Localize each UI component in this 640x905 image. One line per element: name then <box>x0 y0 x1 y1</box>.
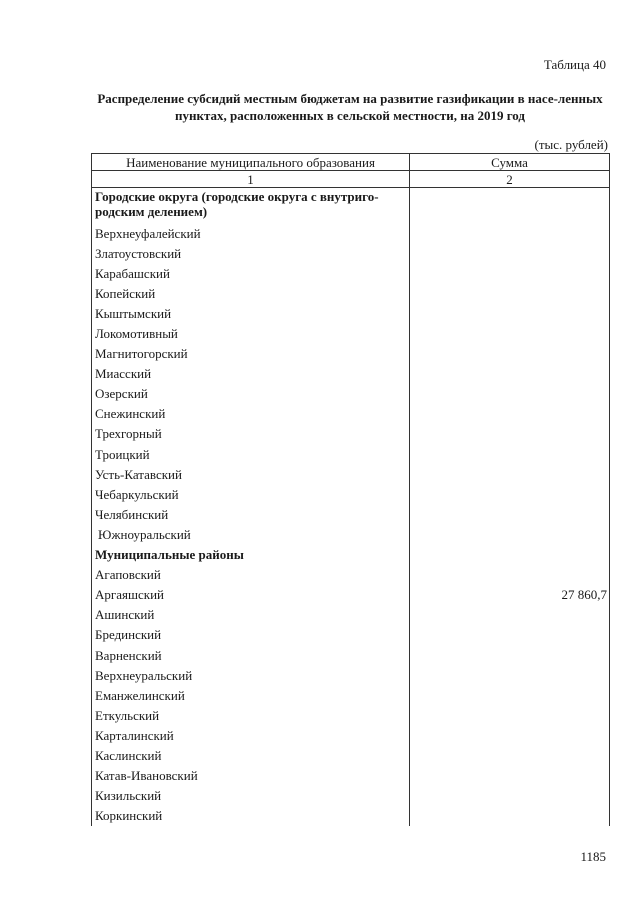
municipality-name: Усть-Катавский <box>92 464 410 484</box>
table-row <box>92 786 610 806</box>
units-label: (тыс. рублей) <box>534 137 608 152</box>
municipality-name: Аргаяшский <box>92 585 410 605</box>
amount-cell <box>410 806 610 826</box>
table-row <box>92 565 610 585</box>
amount-cell <box>410 404 610 424</box>
amount-cell <box>410 263 610 283</box>
amount-cell <box>410 665 610 685</box>
column-number-1: 1 <box>92 171 410 188</box>
table-row <box>92 665 610 685</box>
column-header-amount: Сумма <box>410 154 610 171</box>
table-row <box>92 585 610 605</box>
group-label: Муниципальные районы <box>92 545 410 565</box>
municipality-name: Еманжелинский <box>92 685 410 705</box>
page-number: 1185 <box>580 849 606 864</box>
municipality-name: Брединский <box>92 625 410 645</box>
table-row <box>92 766 610 786</box>
amount-cell <box>410 685 610 705</box>
table-row <box>92 263 610 283</box>
amount-cell <box>410 444 610 464</box>
municipality-name: Чебаркульский <box>92 484 410 504</box>
group-row <box>92 545 610 565</box>
amount-cell <box>410 565 610 585</box>
table-row <box>92 344 610 364</box>
municipality-name: Челябинский <box>92 504 410 524</box>
amount-cell <box>410 344 610 364</box>
municipality-name: Карталинский <box>92 725 410 745</box>
amount-cell <box>410 364 610 384</box>
municipality-name: Южноуральский <box>92 524 410 544</box>
table-row <box>92 323 610 343</box>
table-row <box>92 384 610 404</box>
amount-cell <box>410 786 610 806</box>
amount-cell <box>410 424 610 444</box>
table-row <box>92 464 610 484</box>
table-row <box>92 806 610 826</box>
table-row <box>92 444 610 464</box>
municipality-name: Локомотивный <box>92 323 410 343</box>
table-row <box>92 685 610 705</box>
table-row <box>92 424 610 444</box>
amount-cell <box>410 625 610 645</box>
amount-cell <box>410 745 610 765</box>
municipality-name: Верхнеуфалейский <box>92 223 410 243</box>
amount-cell: 27 860,7 <box>410 585 610 605</box>
amount-cell <box>410 645 610 665</box>
table-row <box>92 283 610 303</box>
table-row <box>92 725 610 745</box>
document-title: Распределение субсидий местным бюджетам на развитие газификации в насе-ленных пунктах, расположенных в сельской местности, на 2019 год <box>97 91 603 123</box>
amount-cell <box>410 504 610 524</box>
amount-cell <box>410 725 610 745</box>
amount-cell <box>410 243 610 263</box>
municipality-name: Трехгорный <box>92 424 410 444</box>
municipality-name: Снежинский <box>92 404 410 424</box>
amount-cell <box>410 484 610 504</box>
column-number-row <box>92 171 610 188</box>
table-row <box>92 705 610 725</box>
table-row <box>92 625 610 645</box>
municipality-name: Магнитогорский <box>92 344 410 364</box>
amount-cell <box>410 605 610 625</box>
municipality-name: Копейский <box>92 283 410 303</box>
amount-cell <box>410 464 610 484</box>
amount-cell <box>410 705 610 725</box>
municipality-name: Агаповский <box>92 565 410 585</box>
group-row <box>92 188 610 224</box>
table-row <box>92 605 610 625</box>
amount-cell <box>410 303 610 323</box>
amount-cell <box>410 223 610 243</box>
municipality-name: Варненский <box>92 645 410 665</box>
table-row <box>92 223 610 243</box>
municipality-name: Ашинский <box>92 605 410 625</box>
municipality-name: Троицкий <box>92 444 410 464</box>
municipality-name: Верхнеуральский <box>92 665 410 685</box>
municipality-name: Озерский <box>92 384 410 404</box>
table-row <box>92 364 610 384</box>
table-header-row <box>92 154 610 171</box>
municipality-name: Каслинский <box>92 745 410 765</box>
table-row <box>92 504 610 524</box>
subsidy-table <box>91 153 610 826</box>
table-row <box>92 243 610 263</box>
column-header-name: Наименование муниципального образования <box>92 154 410 171</box>
amount-cell <box>410 766 610 786</box>
table-row <box>92 645 610 665</box>
amount-cell <box>410 384 610 404</box>
table-row <box>92 404 610 424</box>
amount-cell <box>410 283 610 303</box>
group-amount <box>410 545 610 565</box>
municipality-name: Златоустовский <box>92 243 410 263</box>
table-row <box>92 484 610 504</box>
column-number-2: 2 <box>410 171 610 188</box>
municipality-name: Карабашский <box>92 263 410 283</box>
municipality-name: Кизильский <box>92 786 410 806</box>
municipality-name: Кыштымский <box>92 303 410 323</box>
municipality-name: Еткульский <box>92 705 410 725</box>
municipality-name: Коркинский <box>92 806 410 826</box>
table-row <box>92 524 610 544</box>
table-row <box>92 745 610 765</box>
amount-cell <box>410 524 610 544</box>
group-label: Городские округа (городские округа с внутриго-родским делением) <box>92 188 410 224</box>
amount-cell <box>410 323 610 343</box>
table-row <box>92 303 610 323</box>
table-number-label: Таблица 40 <box>543 57 606 72</box>
group-amount <box>410 188 610 224</box>
municipality-name: Миасский <box>92 364 410 384</box>
municipality-name: Катав-Ивановский <box>92 766 410 786</box>
